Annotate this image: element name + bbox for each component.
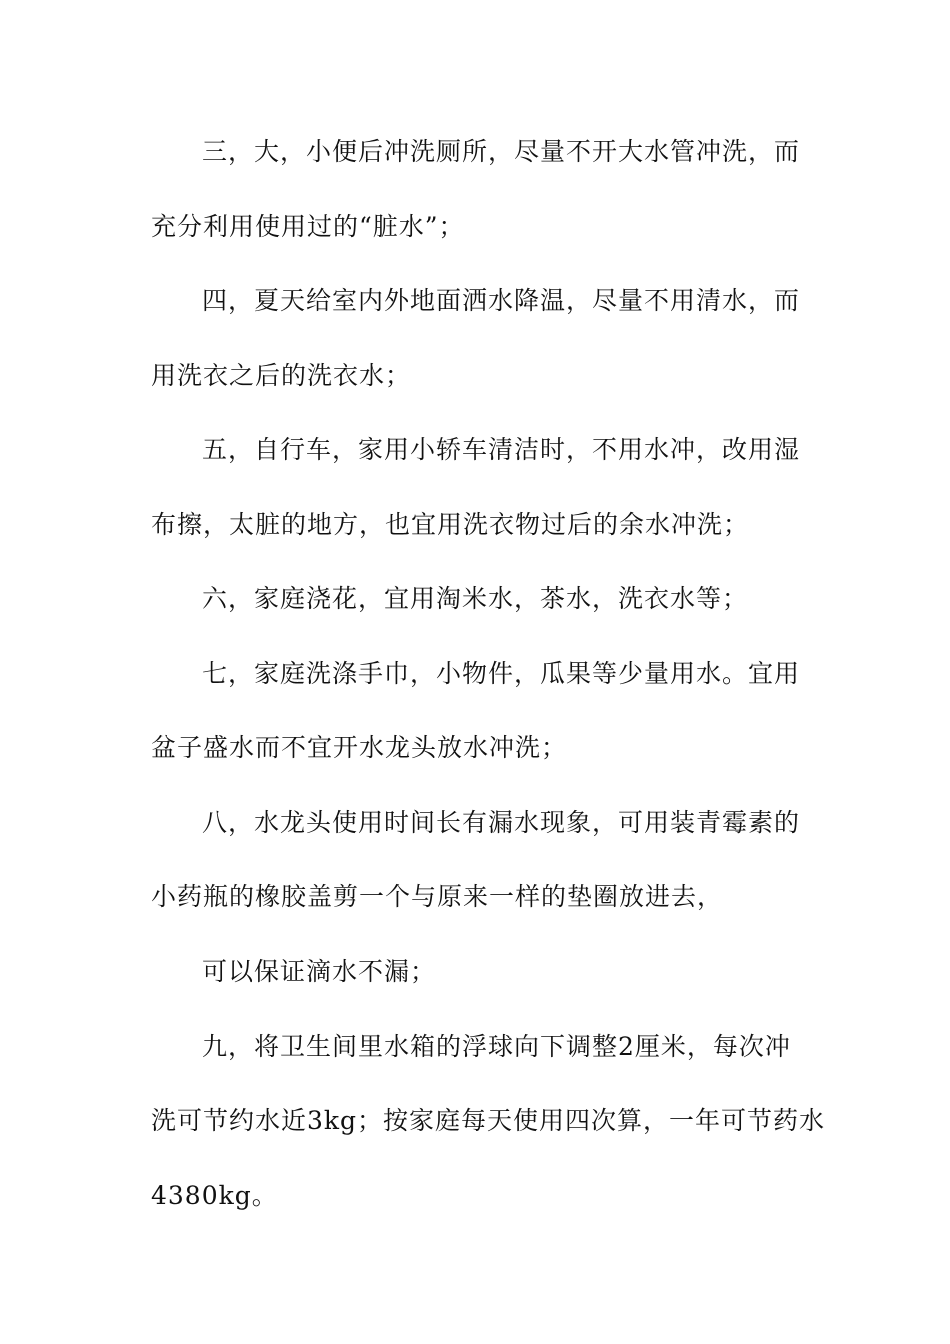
text-line-3: 四，夏天给室内外地面洒水降温，尽量不用清水，而: [202, 286, 801, 315]
text-line-8: 七，家庭洗涤手巾，小物件，瓜果等少量用水。宜用: [202, 659, 801, 688]
text-line-9: 盆子盛水而不宜开水龙头放水冲洗；: [151, 733, 568, 762]
text-line-14: 洗可节约水近3kg；按家庭每天使用四次算，一年可节药水: [151, 1106, 826, 1135]
text-line-7: 六，家庭浇花，宜用淘米水，茶水，洗衣水等；: [202, 584, 749, 613]
text-line-15: 4380kg。: [151, 1181, 278, 1210]
text-line-12: 可以保证滴水不漏；: [202, 957, 437, 986]
text-line-11: 小药瓶的橡胶盖剪一个与原来一样的垫圈放进去，: [151, 882, 724, 911]
text-line-13: 九，将卫生间里水箱的浮球向下调整2厘米，每次冲: [202, 1032, 791, 1061]
text-line-2: 充分利用使用过的“脏水”；: [151, 212, 465, 241]
text-line-10: 八，水龙头使用时间长有漏水现象，可用装青霉素的: [202, 808, 801, 837]
text-line-6: 布擦，太脏的地方，也宜用洗衣物过后的余水冲洗；: [151, 510, 750, 539]
text-line-5: 五，自行车，家用小轿车清洁时，不用水冲，改用湿: [202, 435, 801, 464]
text-line-4: 用洗衣之后的洗衣水；: [151, 361, 412, 390]
text-line-1: 三，大，小便后冲洗厕所，尽量不开大水管冲洗，而: [202, 137, 801, 166]
